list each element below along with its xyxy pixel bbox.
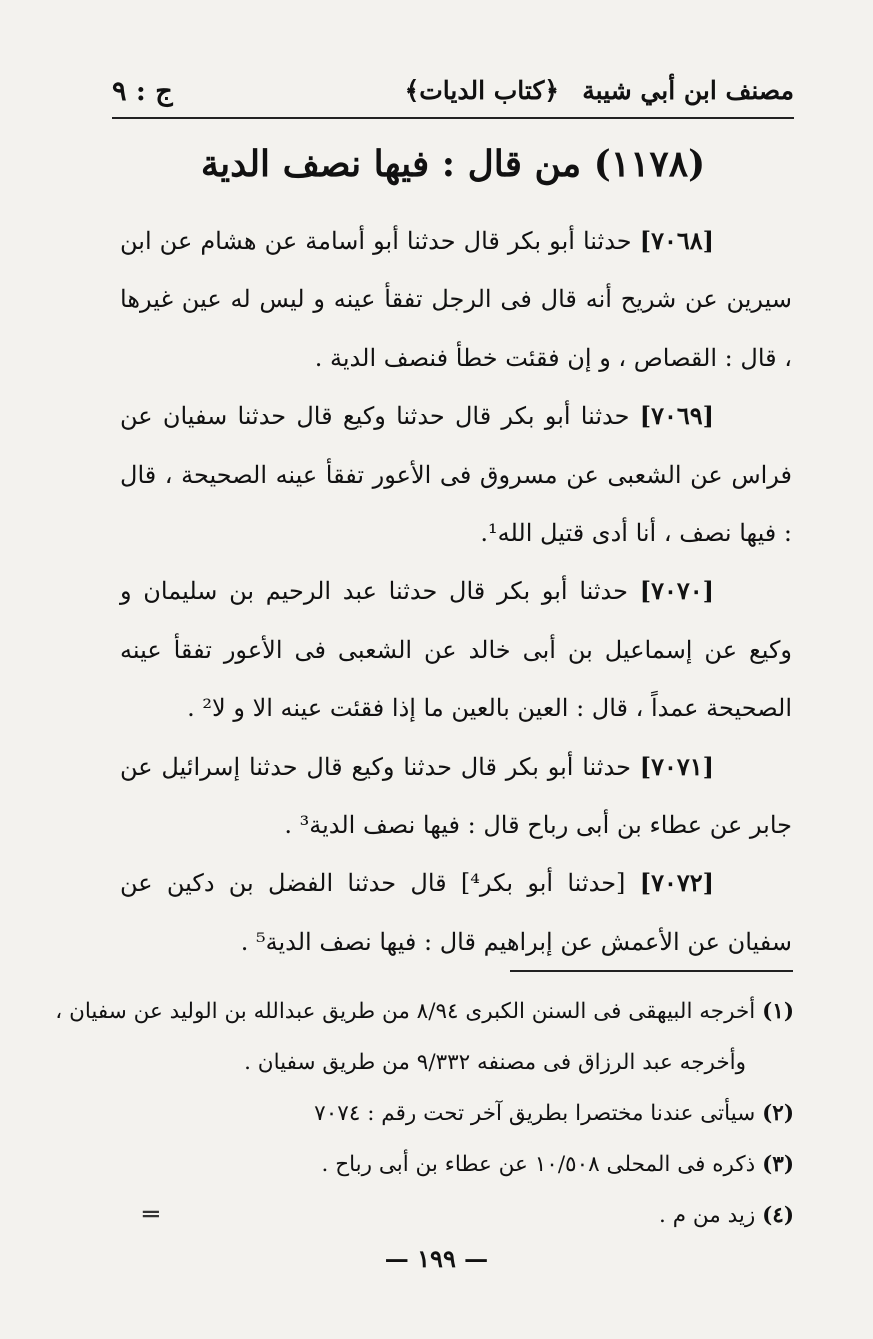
hadith-paragraph — [120, 738, 792, 855]
footnote-number: (١) — [762, 999, 794, 1024]
footnote-text: ذكره فى المحلى ١٠/٥٠٨ عن عطاء بن أبى رباح . — [321, 1152, 756, 1177]
hadith-paragraph — [120, 854, 792, 971]
footnote-text: زيد من م . — [659, 1203, 756, 1228]
hadith-number: [٧٠٦٨] — [639, 226, 714, 255]
hadith-paragraph — [120, 562, 792, 737]
hadith-number: [٧٠٧١] — [639, 751, 714, 781]
footnote-number: (٤) — [762, 1203, 794, 1228]
footnote — [112, 1190, 794, 1241]
main-text — [120, 212, 792, 971]
page-number: — ١٩٩ — — [384, 1244, 489, 1273]
hadith-text: حدثنا أبو بكر قال حدثنا أبو أسامة عن هشام عن ابن سيرين عن شريح أنه قال فى الرجل تفقأ عينه و ليس له عين غيرها ، قال : القصاص ، و إن فقئت خطأ فنصف الدية . — [120, 227, 792, 372]
footnote-number: (٢) — [762, 1101, 794, 1126]
hadith-text: حدثنا أبو بكر قال حدثنا وكيع قال حدثنا إسرائيل عن جابر عن عطاء بن أبى رباح قال : فيها نصف الدية³ . — [120, 752, 792, 840]
footnote — [55, 986, 794, 1037]
section-title: ﴿كتاب الديات﴾ — [404, 76, 559, 105]
footnote-rule — [510, 970, 793, 972]
hadith-number: [٧٠٧٢] — [639, 868, 714, 898]
margin-equal-mark: ═ — [143, 1200, 159, 1230]
footnote-number: (٣) — [762, 1152, 794, 1177]
footnotes — [55, 986, 794, 1241]
footnote — [112, 1088, 794, 1139]
hadith-text: حدثنا أبو بكر قال حدثنا وكيع قال حدثنا سفيان عن فراس عن الشعبى عن مسروق فى الأعور تفقأ عينه الصحيحة ، قال : فيها نصف ، أنا أدى قتيل الله¹. — [120, 402, 792, 548]
hadith-paragraph — [120, 212, 792, 387]
footnote-continuation: وأخرجه عبد الرزاق فى مصنفه ٩/٣٣٢ من طريق سفيان . — [244, 1050, 746, 1075]
volume-number: ج : ٩ — [112, 76, 173, 107]
footnote — [112, 1139, 794, 1190]
chapter-title: (١١٧٨) من قال : فيها نصف الدية — [200, 143, 706, 185]
hadith-number: [٧٠٧٠] — [639, 576, 714, 606]
footnote-text: سيأتى عندنا مختصرا بطريق آخر تحت رقم : ٧٠٧٤ — [314, 1101, 756, 1126]
book-title: مصنف ابن أبي شيبة — [582, 76, 794, 105]
hadith-number: [٧٠٦٩] — [639, 401, 714, 431]
hadith-text: [حدثنا أبو بكر⁴] قال حدثنا الفضل بن دكين عن سفيان عن الأعمش عن إبراهيم قال : فيها نصف الدية⁵ . — [120, 869, 792, 956]
header-rule — [112, 117, 794, 119]
hadith-paragraph — [120, 387, 792, 562]
footnote-text: أخرجه البيهقى فى السنن الكبرى ٨/٩٤ من طريق عبدالله بن الوليد عن سفيان ، — [55, 999, 756, 1024]
running-header — [112, 70, 794, 114]
hadith-text: حدثنا أبو بكر قال حدثنا عبد الرحيم بن سليمان و وكيع عن إسماعيل بن أبى خالد عن الشعبى فى الأعور تفقأ عينه الصحيحة عمداً ، قال : العين بالعين ما إذا فقئت عينه الا و لا² . — [120, 577, 792, 723]
